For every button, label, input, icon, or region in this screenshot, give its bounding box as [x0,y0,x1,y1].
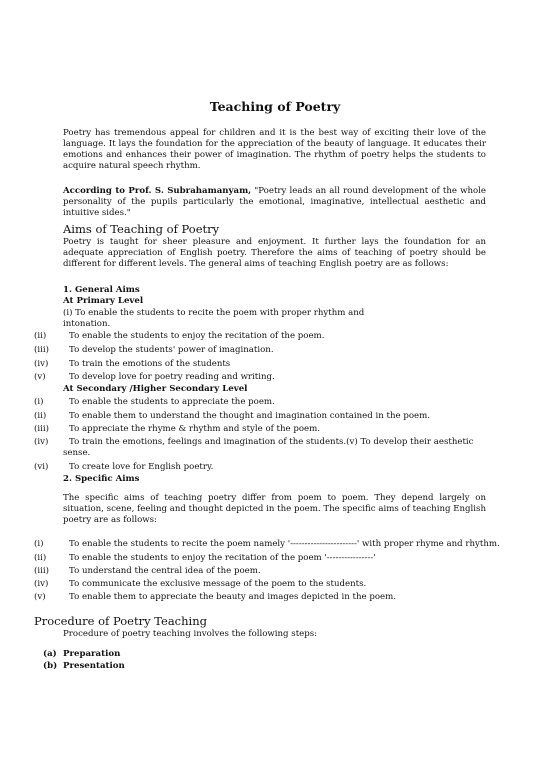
list-number: (v) [34,372,46,382]
list-number: (v) [34,592,46,602]
quote-text: "Poetry leads an all round development of the whole personality of the pupils particularly the emotional, imaginative, intellectual aesthetic and intuitive sides." [63,186,486,218]
list-item: To develop the students' power of imagination. [69,345,274,355]
aims-heading: Aims of Teaching of Poetry [63,222,220,236]
list-item: To enable the students to appreciate the poem. [69,397,275,407]
list-item: To understand the central idea of the poem. [69,566,261,576]
specific-aims-heading: 2. Specific Aims [63,474,140,484]
step-number: (a) [43,649,57,659]
list-item: To develop love for poetry reading and writing. [69,372,275,382]
procedure-heading: Procedure of Poetry Teaching [34,614,207,628]
specific-intro: The specific aims of teaching poetry differ from poem to poem. They depend largely on situation, scene, feeling and thought depicted in the poem. The specific aims of teaching English poetry are as follows: [63,493,486,525]
list-item: To appreciate the rhyme & rhythm and style of the poem. [69,424,320,434]
procedure-intro: Procedure of poetry teaching involves the following steps: [63,629,318,639]
list-item: To train the emotions, feelings and imagination of the students.(v) To develop their aesthetic [69,437,474,447]
list-number: (ii) [34,553,47,563]
page-title: Teaching of Poetry [209,99,341,114]
list-item: To enable the students to recite the poem namely '-----------------------' with proper rhyme and rhythm. [69,539,500,549]
list-number: (iii) [34,424,49,434]
list-item: To create love for English poetry. [69,462,214,472]
list-number: (iii) [34,566,49,576]
list-number: (i) [34,539,44,549]
step-number: (b) [43,661,58,671]
list-number: (ii) [34,411,47,421]
aims-intro: Poetry is taught for sheer pleasure and enjoyment. It further lays the foundation for an adequate appreciation of English poetry. Therefore the aims of teaching of poetry should be different for different levels. The general aims of teaching English poetry are as follows: [63,237,486,269]
list-number: (iii) [34,345,49,355]
list-item: To communicate the exclusive message of the poem to the students. [69,579,367,589]
primary-item-i: (i) To enable the students to recite the poem with proper rhythm and [63,308,365,318]
list-number: (ii) [34,331,47,341]
list-number: (vi) [34,462,49,472]
list-item: To train the emotions of the students [69,359,231,369]
list-number: (i) [34,397,44,407]
intro-paragraph: Poetry has tremendous appeal for children and it is the best way of exciting their love of the language. It lays the foundation for the appreciation of the beauty of language. It educates their emotions and enhances their power of imagination. The rhythm of poetry helps the students to acquire natural speech rhythm. [63,128,486,171]
step-label: Preparation [63,649,121,659]
general-aims-heading: 1. General Aims [63,285,140,295]
step-label: Presentation [63,661,125,671]
list-item: To enable the students to enjoy the recitation of the poem '----------------' [69,553,376,563]
list-number: (iv) [34,437,49,447]
quote-paragraph [63,186,486,219]
quote-author: According to Prof. S. Subrahamanyam, [63,186,252,196]
secondary-level-heading: At Secondary /Higher Secondary Level [63,384,248,394]
list-item: To enable the students to enjoy the recitation of the poem. [69,331,325,341]
primary-item-i-cont: intonation. [63,319,111,329]
list-item: To enable them to appreciate the beauty and images depicted in the poem. [69,592,396,602]
primary-level-heading: At Primary Level [63,296,144,306]
list-item: To enable them to understand the thought and imagination contained in the poem. [69,411,430,421]
list-number: (iv) [34,359,49,369]
list-item-cont: sense. [63,448,91,458]
list-number: (iv) [34,579,49,589]
